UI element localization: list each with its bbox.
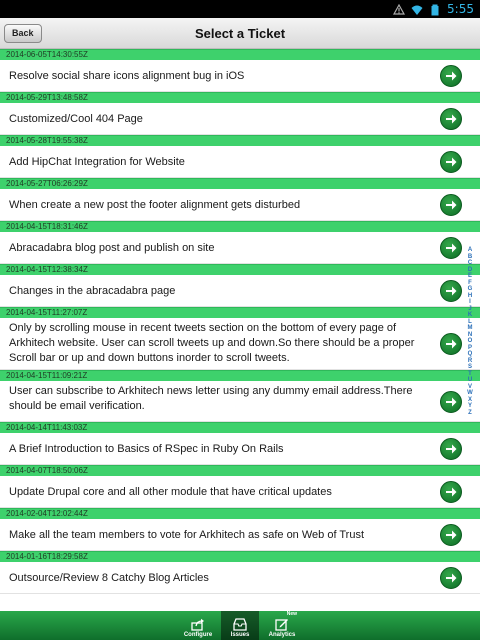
date-header: 2014-04-15T11:27:07Z [0,307,480,318]
index-letter[interactable]: T [468,370,472,377]
ticket-title: Only by scrolling mouse in recent tweets section on the bottom of every page of Arkhitech website. User can scroll tweets up and down.So there should be a proper Scroll bar or up and down buttons inorder to scroll tweets. [9,322,415,364]
date-header: 2014-02-04T12:02:44Z [0,508,480,519]
arrow-right-icon [444,241,458,255]
ticket-title: Update Drupal core and all other module that have critical updates [9,486,332,498]
ticket-row[interactable] [0,189,480,221]
ticket-row[interactable] [0,433,480,465]
open-ticket-button[interactable] [440,438,462,460]
index-letter[interactable]: F [468,279,472,286]
open-ticket-button[interactable] [440,280,462,302]
new-badge: New [286,611,297,617]
date-header: 2014-05-27T06:26:29Z [0,178,480,189]
index-letter[interactable]: H [467,292,473,299]
index-letter[interactable]: N [467,331,473,338]
ticket-row[interactable] [0,103,480,135]
arrow-right-icon [444,395,458,409]
open-ticket-button[interactable] [440,108,462,130]
battery-icon [429,3,441,15]
open-ticket-button[interactable] [440,237,462,259]
arrow-right-icon [444,69,458,83]
arrow-right-icon [444,155,458,169]
index-letter[interactable]: K [467,312,473,318]
ticket-title: When create a new post the footer alignment gets disturbed [9,199,301,211]
index-letter[interactable]: X [467,396,472,403]
alphabet-index[interactable] [465,247,475,416]
tab-label: Configure [183,632,213,638]
tab-configure[interactable] [179,611,217,640]
arrow-right-icon [444,485,458,499]
open-ticket-button[interactable] [440,151,462,173]
wifi-icon [411,3,423,15]
index-letter[interactable]: W [467,390,473,396]
arrow-right-icon [444,571,458,585]
index-letter[interactable]: Q [467,351,473,357]
index-letter[interactable]: E [467,273,472,279]
ticket-row[interactable] [0,232,480,264]
open-ticket-button[interactable] [440,391,462,413]
date-header: 2014-04-15T12:38:34Z [0,264,480,275]
notification-icon [393,3,405,15]
ticket-row[interactable] [0,381,480,422]
ticket-title: Customized/Cool 404 Page [9,113,143,125]
arrow-right-icon [444,284,458,298]
index-letter[interactable]: I [469,299,471,305]
ticket-title: Outsource/Review 8 Catchy Blog Articles [9,572,209,584]
index-letter[interactable]: U [467,377,473,383]
open-ticket-button[interactable] [440,65,462,87]
open-ticket-button[interactable] [440,524,462,546]
ticket-title: A Brief Introduction to Basics of RSpec in Ruby On Rails [9,443,284,455]
ticket-row[interactable] [0,146,480,178]
ticket-title: Abracadabra blog post and publish on site [9,242,215,254]
index-letter[interactable]: L [468,318,472,325]
ticket-title: Resolve social share icons alignment bug in iOS [9,70,245,82]
tab-issues[interactable] [221,611,259,640]
ticket-row[interactable] [0,562,480,594]
arrow-right-icon [444,442,458,456]
index-letter[interactable]: G [467,286,473,292]
arrow-right-icon [444,198,458,212]
title-bar [0,18,480,49]
index-letter[interactable]: Y [467,403,472,409]
arrow-right-icon [444,112,458,126]
open-ticket-button[interactable] [440,194,462,216]
ticket-title: User can subscribe to Arkhitech news letter using any dummy email address.There should be email verification. [9,385,413,412]
ticket-list[interactable] [0,49,480,611]
index-letter[interactable]: C [467,260,473,266]
index-letter[interactable]: V [467,383,472,390]
index-letter[interactable]: O [467,338,473,344]
share-icon [191,618,205,631]
tab-label: Issues [230,632,250,638]
index-letter[interactable]: J [468,305,472,312]
arrow-right-icon [444,528,458,542]
open-ticket-button[interactable] [440,567,462,589]
ticket-row[interactable] [0,60,480,92]
back-button[interactable]: Back [4,24,42,43]
open-ticket-button[interactable] [440,333,462,355]
index-letter[interactable]: R [467,357,473,364]
edit-icon [275,618,289,631]
status-bar [0,0,480,18]
page-title: Select a Ticket [194,26,286,41]
index-letter[interactable]: D [467,266,473,273]
open-ticket-button[interactable] [440,481,462,503]
index-letter[interactable]: S [467,364,472,370]
index-letter[interactable]: M [467,325,473,331]
ticket-row[interactable] [0,318,480,370]
status-time: 5:55 [447,2,474,16]
index-letter[interactable]: B [467,253,473,260]
date-header: 2014-01-16T18:29:58Z [0,551,480,562]
tab-analytics[interactable] [263,611,301,640]
ticket-title: Make all the team members to vote for Arkhitech as safe on Web of Trust [9,529,365,541]
date-header: 2014-04-15T18:31:46Z [0,221,480,232]
date-header: 2014-06-05T14:30:55Z [0,49,480,60]
ticket-title: Add HipChat Integration for Website [9,156,185,168]
date-header: 2014-04-07T18:50:06Z [0,465,480,476]
date-header: 2014-04-15T11:09:21Z [0,370,480,381]
inbox-icon [233,618,247,631]
ticket-title: Changes in the abracadabra page [9,285,176,297]
ticket-row[interactable] [0,519,480,551]
date-header: 2014-05-29T13:48:58Z [0,92,480,103]
index-letter[interactable]: A [467,247,473,253]
tab-label: Analytics [268,632,296,638]
index-letter[interactable]: Z [468,409,472,416]
index-letter[interactable]: P [467,344,472,351]
tab-bar [0,611,480,640]
date-header: 2014-05-28T19:55:38Z [0,135,480,146]
ticket-row[interactable] [0,476,480,508]
ticket-row[interactable] [0,275,480,307]
date-header: 2014-04-14T11:43:03Z [0,422,480,433]
arrow-right-icon [444,337,458,351]
